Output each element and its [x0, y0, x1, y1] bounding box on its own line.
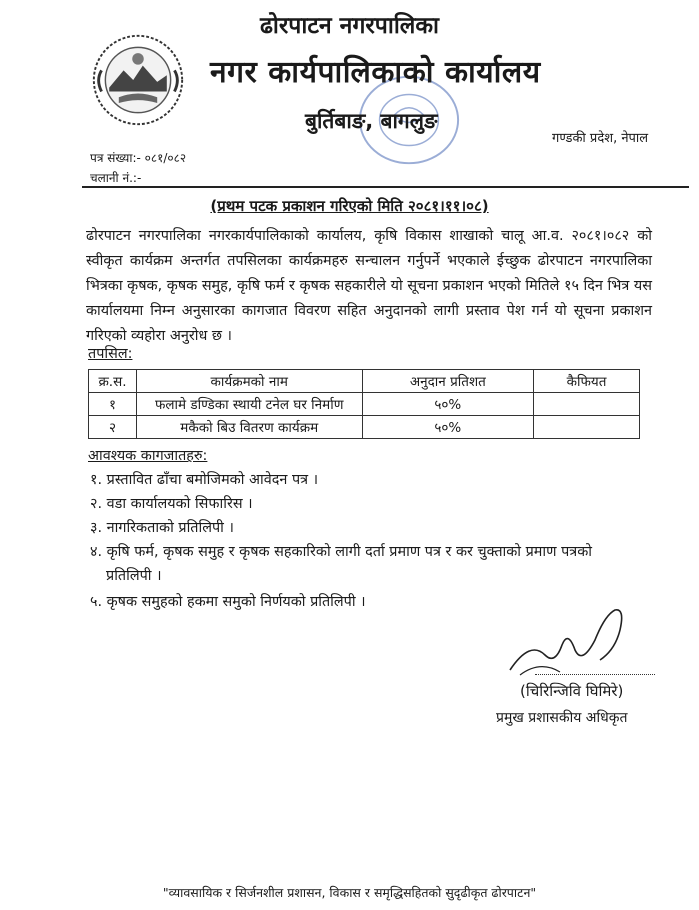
- signatory-designation: प्रमुख प्रशासकीय अधिकृत: [496, 710, 628, 726]
- signature-line: [535, 674, 655, 675]
- office-name: नगर कार्यपालिकाको कार्यालय: [210, 55, 541, 90]
- header-program-name: कार्यक्रमको नाम: [136, 370, 362, 393]
- requirements-title: आवश्यक कागजातहरु:: [88, 448, 208, 464]
- signature: [500, 600, 640, 685]
- cell-remarks: [534, 393, 640, 416]
- dispatch-number: चलानी नं.:-: [90, 171, 142, 185]
- requirement-item: ५. कृषक समुहको हकमा समुको निर्णयको प्रतिलिपी ।: [90, 594, 366, 610]
- reference-number: पत्र संख्या:- ०८१/०८२: [90, 151, 187, 165]
- program-table: [88, 369, 640, 439]
- requirement-item: ४. कृषि फर्म, कृषक समुह र कृषक सहकारिको लागी दर्ता प्रमाण पत्र र कर चुक्ताको प्रमाण पत्रको: [90, 544, 592, 560]
- requirement-item: २. वडा कार्यालयको सिफारिस ।: [90, 496, 253, 512]
- header-sn: क्र.स.: [89, 370, 137, 393]
- province-label: गण्डकी प्रदेश, नेपाल: [552, 131, 649, 146]
- footer-slogan: "व्यावसायिक र सिर्जनशील प्रशासन, विकास र समृद्धिसहितको सुदृढीकृत ढोरपाटन": [162, 885, 537, 900]
- header-divider: [82, 186, 689, 188]
- header-remarks: कैफियत: [534, 370, 640, 393]
- requirement-item-continuation: प्रतिलिपी ।: [106, 568, 162, 584]
- nepal-government-emblem: [90, 32, 186, 128]
- table-label: तपसिल:: [88, 346, 133, 362]
- requirement-item: ३. नागरिकताको प्रतिलिपी ।: [90, 520, 234, 536]
- header-subsidy-percent: अनुदान प्रतिशत: [362, 370, 534, 393]
- cell-subsidy-percent: ५०%: [362, 416, 534, 439]
- requirement-item: १. प्रस्तावित ढाँचा बमोजिमको आवेदन पत्र ।: [90, 472, 319, 488]
- cell-remarks: [534, 416, 640, 439]
- signatory-name: (चिरिन्जिवि घिमिरे): [520, 682, 624, 700]
- municipality-name: ढोरपाटन नगरपालिका: [259, 13, 439, 39]
- table-header-row: [89, 370, 640, 393]
- cell-sn: १: [89, 393, 137, 416]
- publish-date-heading: (प्रथम पटक प्रकाशन गरिएको मिति २०८१।११।०८): [210, 197, 489, 215]
- cell-subsidy-percent: ५०%: [362, 393, 534, 416]
- table-row: [89, 416, 640, 439]
- notice-body: ढोरपाटन नगरपालिका नगरकार्यपालिकाको कार्यालय, कृषि विकास शाखाको चालू आ.व. २०८१।०८२ को स्वीकृत कार्यक्रम अन्तर्गत तपसिलका कार्यक्रमहरु सन्चालन गर्नुपर्ने भएकाले ईच्छुक ढोरपाटन नगरपालिका भित्रका कृषक, कृषक समुह, कृषि फर्म र कृषक सहकारीले यो सूचना प्रकाशन भएको मितिले १५ दिन भित्र यस कार्यालयमा निम्न अनुसारका कागजात विवरण सहित अनुदानको लागी प्रस्ताव पेश गर्न यो सूचना प्रकाशन गरिएको व्यहोरा अनुरोध छ ।: [86, 228, 652, 344]
- cell-sn: २: [89, 416, 137, 439]
- cell-program-name: फलामे डण्डिका स्थायी टनेल घर निर्माण: [136, 393, 362, 416]
- office-location: बुर्तिबाङ, बागलुङ: [305, 109, 438, 133]
- table-row: [89, 393, 640, 416]
- cell-program-name: मकैको बिउ वितरण कार्यक्रम: [136, 416, 362, 439]
